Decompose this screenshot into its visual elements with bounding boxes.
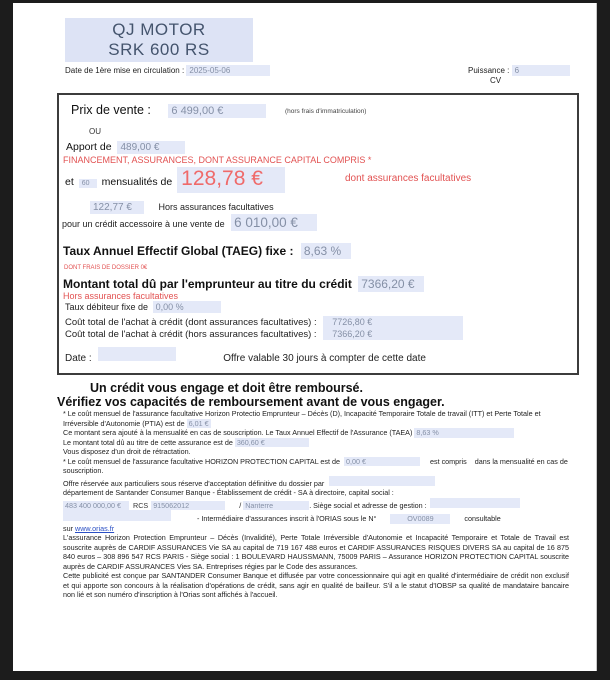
installments-label: mensualités de (101, 176, 173, 188)
taeg-row (63, 243, 351, 259)
price-row (71, 103, 266, 118)
acceptance-field[interactable] (329, 476, 435, 486)
rcs-city-field[interactable]: Nanterre (243, 501, 309, 511)
installments-count-field[interactable]: 60 (79, 179, 97, 188)
rcs-label: RCS (133, 500, 149, 510)
vehicle-title-box (65, 18, 253, 62)
price-label: Prix de vente : (71, 103, 151, 117)
insurance-total-text: Le montant total dû au titre de cette assurance est de (63, 437, 233, 447)
excl-insurance-row (90, 201, 274, 214)
orias-number-field[interactable]: OV0089 (390, 514, 450, 524)
total-due-field[interactable]: 7366,20 € (358, 276, 424, 292)
installments-row (65, 167, 285, 193)
cost-excl-label: Coût total de l'achat à crédit (hors assurances facultatives) : (65, 329, 317, 340)
capital-paragraph (63, 457, 569, 476)
or-label: OU (89, 127, 101, 136)
total-due-label: Montant total dû par l'emprunteur au titre du crédit (63, 277, 352, 291)
rcs-row (63, 498, 569, 511)
debit-rate-label: Taux débiteur fixe de (65, 302, 149, 312)
installments-note: dont assurances facultatives (345, 173, 472, 184)
department-text: département de Santander Consumer Banque - Établissement de crédit - SA à directoire, capital social : (63, 488, 394, 497)
financing-note: FINANCEMENT, ASSURANCES, DONT ASSURANCE CAPITAL COMPRIS * (63, 155, 372, 165)
excl-insurance-label: Hors assurances facultatives (158, 202, 274, 212)
offer-validity: Offre valable 30 jours à compter de cette date (223, 353, 426, 364)
reserved-paragraph (63, 476, 569, 489)
orias-link[interactable]: www.orias.fr (75, 523, 115, 533)
capital-text3: dans la mensualité en cas de souscription. (63, 456, 568, 475)
offer-box (57, 93, 579, 375)
capital-field[interactable]: 0,00 € (344, 457, 420, 467)
debit-rate-field[interactable]: 0,00 % (153, 301, 221, 313)
cardif-paragraph: L'assurance Horizon Protection Emprunteur – Décès (Invalidité), Perte Totale Irréversible d'Autonomie et Incapacité Temporaire et Totale de Travail est souscrite auprès de CARDIF ASSURANCES Vie SA au capital de 719 167 488 euros et CARDIF ASSURANCES RISQUES DIVERS SA au capital de 16 875 840 euros – 308 896 547 RCS PARIS - Siège social : 1 BOULEVARD HAUSSMANN, 75009 PARIS – Assurance HORIZON PROTECTION CAPITAL souscrite auprès de CARDIF ASSURANCES Vies SA. Entreprises régies par le Code des assurances. (63, 533, 569, 571)
credit-sale-field[interactable]: 6 010,00 € (231, 214, 317, 231)
power-label: Puissance : (468, 66, 510, 75)
registration-date-field[interactable]: 2025-05-06 (186, 65, 270, 76)
withdrawal-text: Vous disposez d'un droit de rétractation. (63, 447, 191, 456)
taea-paragraph (63, 428, 569, 438)
rcs-field[interactable]: 915062012 (151, 501, 225, 511)
intermediaire-text: - Intermédiaire d'assurances inscrit à l'ORIAS sous le N° (197, 514, 377, 523)
warning-line2: Vérifiez vos capacités de remboursement avant de vous engager. (57, 395, 445, 409)
credit-sale-label: pour un crédit accessoire à une vente de (62, 219, 225, 229)
deposit-field[interactable]: 489,00 € (117, 141, 185, 154)
installment-amount-field[interactable]: 128,78 € (177, 167, 285, 193)
insurance-cost-field[interactable]: 6,01 € (188, 418, 209, 428)
power-unit: CV (490, 76, 502, 85)
legal-section (63, 409, 569, 600)
vehicle-model: SRK 600 RS (108, 40, 210, 59)
registration-row (65, 65, 270, 76)
taea-field[interactable]: 8,63 % (414, 428, 514, 438)
taeg-field[interactable]: 8,63 % (301, 243, 351, 259)
cost-incl-label: Coût total de l'achat à crédit (dont assurances facultatives) : (65, 317, 317, 328)
cost-excl-field[interactable]: 7366,20 € (323, 328, 463, 340)
taeg-label: Taux Annuel Effectif Global (TAEG) fixe : (63, 244, 294, 258)
date-field[interactable] (98, 347, 176, 361)
capital-text2: est compris (430, 456, 467, 466)
intermediaire-blank-field[interactable] (63, 510, 171, 521)
price-field[interactable]: 6 499,00 € (168, 104, 266, 118)
registration-label: Date de 1ère mise en circulation : (65, 66, 185, 75)
sur-text: sur (63, 523, 73, 533)
insurance-total-paragraph (63, 438, 569, 448)
siege-field[interactable] (430, 498, 520, 508)
warning-line1: Un crédit vous engage et doit être remboursé. (90, 381, 363, 395)
power-row (468, 65, 596, 85)
power-field[interactable]: 6 (512, 65, 570, 76)
total-due-note: Hors assurances facultatives (63, 291, 179, 301)
date-row (65, 347, 426, 364)
intermediaire-row (63, 510, 569, 524)
credit-sale-row (62, 214, 317, 231)
total-due-row (63, 276, 424, 292)
date-label: Date : (65, 353, 92, 364)
publicity-paragraph: Cette publicité est conçue par SANTANDER Consumer Banque et diffusée par votre concessionnaire qui agit en qualité d'intermédiaire de crédit non exclusif et qui apporte son concours à la réalisation d'opérations de crédit, sans agir en qualité de bailleur. S'il a le statut d'IOBSP sa qualité de mandataire bancaire non lié et son numéro d'inscription à l'Orias sont affichés à l'accueil. (63, 571, 569, 599)
document-page (13, 3, 597, 671)
capital-text1: * Le coût mensuel de l'assurance facultative HORIZON PROTECTION CAPITAL est de (63, 456, 340, 466)
siege-text: . Siège social et adresse de gestion : (309, 500, 427, 510)
cost-incl-row (65, 316, 463, 328)
deposit-label: Apport de (66, 141, 112, 153)
installments-prefix: et (65, 176, 74, 188)
consultable-text: consultable (464, 514, 501, 523)
deposit-row (66, 141, 185, 154)
price-note: (hors frais d'immatriculation) (285, 108, 367, 115)
insurance-total-field[interactable]: 360,60 € (235, 438, 309, 448)
cost-incl-field[interactable]: 7726,80 € (323, 316, 463, 328)
cost-excl-row (65, 328, 463, 340)
insurance-cost-paragraph (63, 409, 569, 428)
excl-insurance-field[interactable]: 122,77 € (90, 201, 144, 214)
rcs-slash: / (239, 500, 242, 510)
capital-social-field[interactable]: 483 400 000,00 € (63, 501, 129, 511)
reserved-text: Offre réservée aux particuliers sous réserve d'acceptation définitive du dossier par (63, 478, 325, 488)
vehicle-brand: QJ MOTOR (112, 20, 206, 39)
fees-note: DONT FRAIS DE DOSSIER 0€ (64, 265, 148, 271)
debit-rate-row (65, 301, 221, 313)
orias-link-row (63, 524, 569, 534)
taea-text: Ce montant sera ajouté à la mensualité en cas de souscription. Le Taux Annuel Effectif de l'Assurance (TAEA) (63, 428, 413, 437)
insurance-cost-text: * Le coût mensuel de l'assurance facultative Horizon Protectio Emprunteur – Décès (D), Incapacité Temporaire Totale de travail (ITT) et Perte Totale et Irréversible d'Autonomie (PTIA) est de (63, 409, 541, 428)
